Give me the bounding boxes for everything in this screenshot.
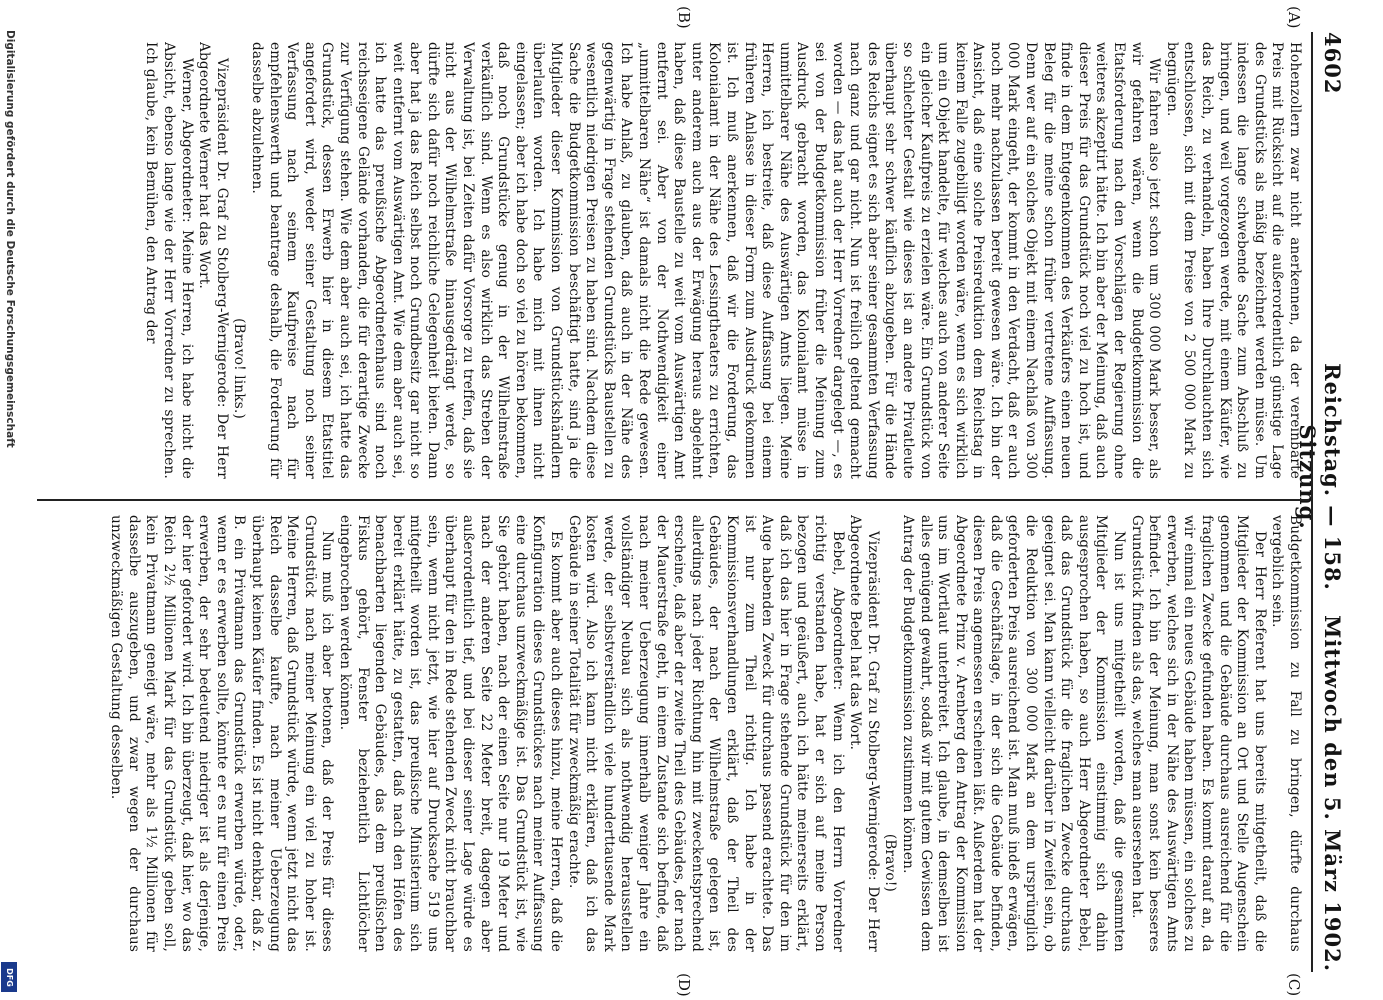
margin-marker-c: (C) [1285,973,1303,997]
paragraph: Nun ist uns mitgetheilt worden, daß die gesammten Mitglieder der Kommission einstimmig sich dahin ausgesprochen haben, so auch Herr Abgeordneter Bebel, daß das Grundstück für die fraglichen Zwecke durchaus geeignet sei. Man kann vielleicht darüber in Zweifel sein, ob die Reduktion von 300 000 Mark an dem ursprünglich geforderten Preis ausreichend ist. Man muß indeß erwägen, daß die Geschäftslage, in der sich die Gebäude befinden, diesen Preis angemessen erscheinen läßt. Außerdem hat der Abgeordnete Prinz v. Arenberg den Antrag der Kommission uns im Wortlaut unterbreitet. Ich glaube, in demselben ist alles genügend gewahrt, sodaß wir mit gutem Gewissen dem Antrag der Budgetkommission zustimmen können. [899,515,1128,952]
paragraph: Nun muß ich aber betonen, daß der Preis für dieses Grundstück nach meiner Meinung ein viel zu hoher ist. Meine Herren, daß Grundstück würde, wenn jetzt nicht das Reich dasselbe kaufte, nach meiner Ueberzeugung überhaupt keinen Käufer finden. Es ist nicht denkbar, daß z. B. ein Privatmann das Grundstück erwerben würde, oder, wenn er es erwerben sollte, könnte er es nur für einen Preis erwerben, der sehr bedeutend niedriger ist als derjenige, der hier gefordert wird. Ich bin überzeugt, daß hier, wo das Reich 2½ Millionen Mark für das Grundstück geben soll, kein Privatmann geneigt wäre, mehr als 1½ Millionen für dasselbe auszugeben, und zwar wegen der durchaus unzweckmäßigen Gestaltung desselben. [108,515,336,952]
session-date: Mittwoch den 5. März 1902. [1320,615,1345,972]
running-header [1295,32,1353,972]
dfg-logo [1,962,17,992]
page-number: 4602 [1320,32,1345,95]
digitization-credit-text: Digitalisierung gefördert durch die Deutsche Forschungsgemeinschaft [4,30,16,448]
digitization-credit [2,30,16,980]
applause-note: (Bravo!) [882,833,899,892]
paragraph: Hohenzollern zwar nicht anerkennen, da der vereinbarte Preis mit Rücksicht auf die außerordentlich günstige Lage des Grundstücks als mäßig bezeichnet werden müsse. Um indessen die lange schwebende Sache zum Abschluß zu bringen, und weil vorgezogen werde, mit einem Käufer, wie das Reich, zu verhandeln, haben Ihre Durchlauchten sich entschlossen, sich mit dem Preise von 2 500 000 Mark zu begnügen. [1163,42,1303,479]
header-rule [1311,32,1313,972]
paragraph: Wir fahren also jetzt schon um 300 000 Mark besser, als wir gefahren wären, wenn die Budgetkommission die Etatsforderung nach den Vorschlägen der Regierung ohne weiteres akzeptirt hätte. Ich bin aber der Meinung, daß auch dieser Preis für das Grundstück noch viel zu hoch ist, und finde in dem Entgegenkommen des Verkäufers einen neuen Beleg für die meine schon früher vertretene Auffassung. Denn wer auf ein solches Objekt mit einem Nachlaß von 300 000 Mark eingeht, der kommt in den Verdacht, daß er auch noch mehr nachzulassen bereit gewesen wäre. Ich bin der Ansicht, daß eine solche Preisreduktion dem Reichstag in keinem Falle zugebilligt worden wäre, wenn es sich wirklich um ein Objekt handelte, für welches auch von anderer Seite ein gleicher Kaufpreis zu erzielen wäre. Ein Grundstück von so schlechter Gestalt wie dieses ist an andere Privatleute überhaupt sehr schwer käuflich abzugeben. Für die Hände des Reichs eignet es sich aber seiner gesammten Verfassung nach ganz und gar nicht. Nun ist freilich geltend gemacht worden — das hat auch der Herr Vorredner dargelegt —, es sei von der Budgetkommission früher die Meinung zum Ausdruck gebracht worden, das Kolonialamt müsse in unmittelbarer Nähe des Auswärtigen Amts liegen. Meine Herren, ich bestreite, daß diese Auffassung bei einem früheren Anlasse in dieser Form zum Ausdruck gekommen ist. Ich muß anerkennen, daß wir die Forderung, das Kolonialamt in der Nähe des Lessingtheaters zu errichten, unter anderem auch aus der Erwägung heraus abgelehnt haben, daß diese Baustelle zu weit vom Auswärtigen Amt entfernt sei. Aber von der Nothwendigkeit einer „unmittelbaren Nähe“ ist damals nicht die Rede gewesen. Ich habe Anlaß, zu glauben, daß auch in der Nähe des gegenwärtig in Frage stehenden Grundstücks Baustellen zu wesentlich niedrigen Preisen zu haben sind. Nachdem diese Sache die Budgetkommission beschäftigt hatte, sind ja die Mitglieder dieser Kommission von Grundstückshändlern überlaufen worden. Ich habe mich mit ihnen nicht eingelassen; aber ich habe doch so viel zu hören bekommen, daß noch Grundstücke genug in der Wilhelmstraße verkäuflich sind. Wenn es also wirklich das Streben der Verwaltung ist, bei Zeiten dafür Vorsorge zu treffen, daß sie nicht aus der Wilhelmstraße hinausgedrängt werde, so dürfte sich dafür noch reichliche Gelegenheit bieten. Dann aber hat ja das Reich selbst noch Grundbesitz gar nicht so weit entfernt vom Auswärtigen Amt. Wie dem aber auch sei, ich hatte das preußische Abgeordnetenhaus sind noch reichsseigene Gelände vorhanden, die für derartige Zwecke zur Verfügung stehen. Wie dem aber auch sei, ich hatte das Grundstück, dessen Erwerb hier in diesem Etatstitel angefordert wird, weder seiner Gestaltung noch seiner Verfassung nach seinem Kaufpreise nach für empfehlenswerth und beantrage deshalb, die Forderung für dasselbe abzulehnen. [248,42,1163,479]
margin-marker-a: (A) [1285,6,1303,29]
paragraph: Der Herr Referent hat uns bereits mitgetheilt, daß die Mitglieder der Kommission an Ort und Stelle Augenschein genommen und die Gebäude durchaus ausreichend für die fraglichen Zwecke gefunden haben. Es kommt darauf an, da wir einmal ein neues Gebäude haben müssen, ein solches zu erwerben, welches sich in der Nähe des Auswärtigen Amts befindet. Ich bin der Meinung, man sonst kein besseres Grundstück finden als das, welches man ausersehen hat. [1128,515,1268,952]
column-divider [37,499,1309,501]
margin-marker-d: (D) [675,973,693,997]
margin-marker-b: (B) [675,6,693,29]
applause-note: (Bravo! links.) [231,318,248,419]
dfg-logo-label: DFG [4,967,14,987]
paragraph: Bebel, Abgeordneter: Wenn ich den Herrn Vorredner richtig verstanden habe, hat er sich auf meine Person bezogen und geäußert, auch ich hätte meinerseits erklärt, daß ich das hier in Frage stehende Grundstück für den im Auge habenden Zweck für durchaus passend erachtete. Das ist nur zum Theil richtig. Ich habe in der Kommissionsverhandlungen erklärt, daß der Theil des Gebäudes, der nach der Wilhelmstraße gelegen ist, allerdings nach jeder Richtung hin mit zweckentsprechend erscheine, daß aber der zweite Theil des Gebäudes, der nach der Mauerstraße geht, in einem Zustande sich befinde, daß nach meiner Ueberzeugung innerhalb weniger Jahre ein vollständiger Neubau sich als nothwendig herausstellen werde, der selbstverständlich viele hunderttausende Mark kosten wird. Also ich kann nicht erklären, daß ich das Gebäude in seiner Totalität für zweckmäßig erachte. [565,515,846,952]
paragraph: Es kommt aber auch dieses hinzu, meine Herren, daß die Konfiguration dieses Grundstückes nach meiner Auffassung eine durchaus unzweckmäßige ist. Das Grundstück ist, wie Sie gehört haben, nach der einen Seite nur 19 Meter und nach der anderen Seite 22 Meter breit, dagegen aber außerordentlich tief, und bei dieser seiner Lage würde es überhaupt für den in Rede stehenden Zweck nicht brauchbar sein, wenn nicht jetzt, wie hier auf Drucksache 519 uns mitgetheilt worden ist, das preußische Ministerium sich bereit erklärt hätte, zu gestatten, daß nach den Höfen des benachbarten liegenden Gebäudes, das dem preußischen Fiskus gehört, Fenster beziehentlich Lichtlöcher eingebrochen werden können. [336,515,565,952]
speaker-introduction: Vizepräsident Dr. Graf zu Stolberg-Wernigerode: Der Herr Abgeordnete Werner hat das Wort. [196,42,230,479]
right-column [43,515,1303,952]
speaker-introduction: Vizepräsident Dr. Graf zu Stolberg-Wernigerode: Der Herr Abgeordnete Bebel hat das Wort. [847,515,881,952]
left-column [43,42,1303,479]
paragraph: Budgetkommission zu Fall zu bringen, dürfte durchaus vergeblich sein. [1269,515,1303,952]
session-title: Reichstag. — 158. Sitzung. [1295,363,1345,591]
paragraph: Werner, Abgeordneter: Meine Herren, ich habe nicht die Absicht, ebenso lange wie der Herr Vorredner zu sprechen. Ich glaube, kein Bemühen, den Antrag der [143,42,195,479]
